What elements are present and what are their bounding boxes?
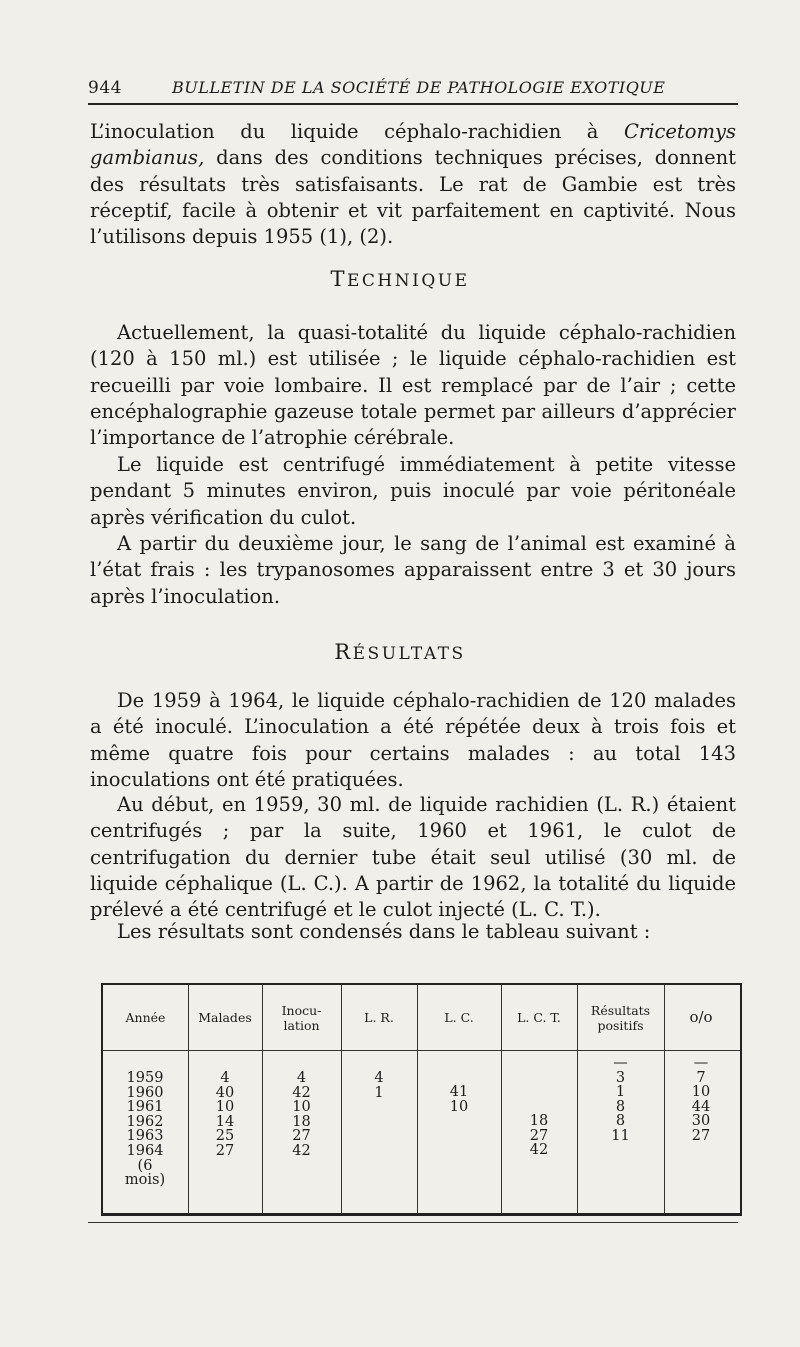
page-header xyxy=(88,74,738,104)
table-cell: 10 xyxy=(449,1098,469,1115)
table-header-inoculation: Inocu- lation xyxy=(281,1002,322,1033)
table-cell: 1960 xyxy=(126,1084,164,1101)
table-cell: 4 xyxy=(296,1070,307,1086)
table-cell: 14 xyxy=(215,1113,235,1130)
table-col-resultats xyxy=(577,1056,664,1144)
table-col-inoculation xyxy=(262,1071,341,1159)
resultats-paragraph-1: De 1959 à 1964, le liquide céphalo-rachidien de 120 malades a été inoculé. L’inoculation a été répétée deux à trois fois et même quatre fois pour certains malades : au total 143 inoculations ont été pratiquées. xyxy=(90,689,736,791)
table-cell: 8 xyxy=(615,1098,626,1115)
table-header-pct: o/o xyxy=(689,1008,713,1026)
table-cell: 1961 xyxy=(126,1099,164,1116)
table-col-lr xyxy=(341,1071,417,1100)
header-rule xyxy=(88,103,738,105)
table-cell: 18 xyxy=(292,1113,311,1130)
table-cell: 27 xyxy=(691,1127,711,1144)
results-table xyxy=(101,983,742,1216)
resultats-paragraph-2: Au début, en 1959, 30 ml. de liquide rachidien (L. R.) étaient centrifugés ; par la suite, 1960 et 1961, le culot de centrifugation du dernier tube était seul utilisé (30 ml. de liquide céphalique (L. C.). A partir de 1962, la totalité du liquide prélevé a été centrifugé et le culot injecté (L. C. T.). xyxy=(90,793,736,922)
table-col-annee xyxy=(117,1070,173,1189)
technique-paragraph-2: Le liquide est centrifugé immédiatement à petite vitesse pendant 5 minutes environ, puis inoculé par voie péritonéale après vérification du culot. xyxy=(90,453,736,529)
page-number: 944 xyxy=(88,78,122,98)
table-cell: 44 xyxy=(691,1098,711,1115)
table-cell: 25 xyxy=(215,1128,235,1145)
intro-text-2: dans des conditions techniques précises, donnent des résultats très satisfaisants. Le rat de Gambie est très réceptif, facile à obtenir et vit parfaitement en captivité. Nous l’utilisons depuis 1955 (1), (2). xyxy=(90,146,736,249)
table-cell: 1 xyxy=(374,1084,384,1101)
running-title: BULLETIN DE LA SOCIÉTÉ DE PATHOLOGIE EXOTIQUE xyxy=(172,78,666,97)
table-header-lr: L. R. xyxy=(364,1010,394,1025)
table-cell: — xyxy=(693,1055,709,1071)
table-cell: 42 xyxy=(292,1084,311,1101)
section-heading-technique: TECHNIQUE xyxy=(330,267,470,291)
table-header-resultats: Résultats positifs xyxy=(590,1002,651,1033)
table-cell: 11 xyxy=(611,1127,630,1144)
table-cell: 18 xyxy=(529,1113,549,1129)
table-cell: 41 xyxy=(449,1084,469,1100)
table-cell: 42 xyxy=(292,1142,311,1159)
table-cell: 10 xyxy=(215,1099,235,1116)
table-col-malades xyxy=(188,1071,262,1159)
table-header-annee: Année xyxy=(125,1010,166,1025)
technique-paragraph-1: Actuellement, la quasi-totalité du liquide céphalo-rachidien (120 à 150 ml.) est utilisée ; le liquide céphalo-rachidien est recueilli par voie lombaire. Il est remplacé par de l’air ; cette encéphalographie gazeuse totale permet par ailleurs d’apprécier l’importance de l’atrophie cérébrale. xyxy=(90,321,736,450)
table-cell: 27 xyxy=(292,1128,311,1145)
table-cell: 27 xyxy=(215,1142,235,1159)
resultats-paragraph-3: Les résultats sont condensés dans le tableau suivant : xyxy=(117,920,651,943)
table-cell: — xyxy=(613,1055,628,1071)
table-col-pct xyxy=(664,1056,738,1144)
table-cell: (6 mois) xyxy=(124,1157,166,1189)
table-cell: 10 xyxy=(292,1099,311,1116)
table-cell: 1964 xyxy=(126,1142,164,1159)
table-cell: 4 xyxy=(220,1070,230,1086)
table-col-lct xyxy=(501,1114,577,1158)
table-cell: 30 xyxy=(691,1113,711,1130)
table-cell: 4 xyxy=(374,1070,384,1086)
table-cell: 40 xyxy=(215,1084,235,1101)
table-header-rule xyxy=(103,1050,740,1051)
technique-paragraph-3: A partir du deuxième jour, le sang de l’animal est examiné à l’état frais : les trypanosomes apparaissent entre 3 et 30 jours après l’inoculation. xyxy=(90,532,736,608)
table-cell: 3 xyxy=(615,1069,626,1086)
table-cell: 1959 xyxy=(126,1070,164,1086)
table-header-lc: L. C. xyxy=(444,1010,474,1025)
table-col-lc xyxy=(417,1085,501,1114)
table-cell: 8 xyxy=(615,1113,626,1130)
table-cell: 27 xyxy=(529,1127,549,1144)
footer-rule xyxy=(88,1222,738,1223)
table-cell: 1962 xyxy=(126,1113,164,1130)
table-header-malades: Malades xyxy=(198,1010,252,1025)
species-name: Cricetomys gambianus, xyxy=(90,120,736,170)
table-cell: 42 xyxy=(529,1142,549,1159)
intro-paragraph xyxy=(90,119,736,250)
table-cell: 1963 xyxy=(126,1128,164,1145)
intro-text-1: L’inoculation du liquide céphalo-rachidien à xyxy=(90,120,624,143)
table-cell: 10 xyxy=(691,1084,711,1101)
table-header-lct: L. C. T. xyxy=(517,1010,561,1025)
table-cell: 1 xyxy=(615,1084,626,1101)
table-cell: 7 xyxy=(696,1069,706,1086)
section-heading-resultats: RÉSULTATS xyxy=(334,640,466,664)
